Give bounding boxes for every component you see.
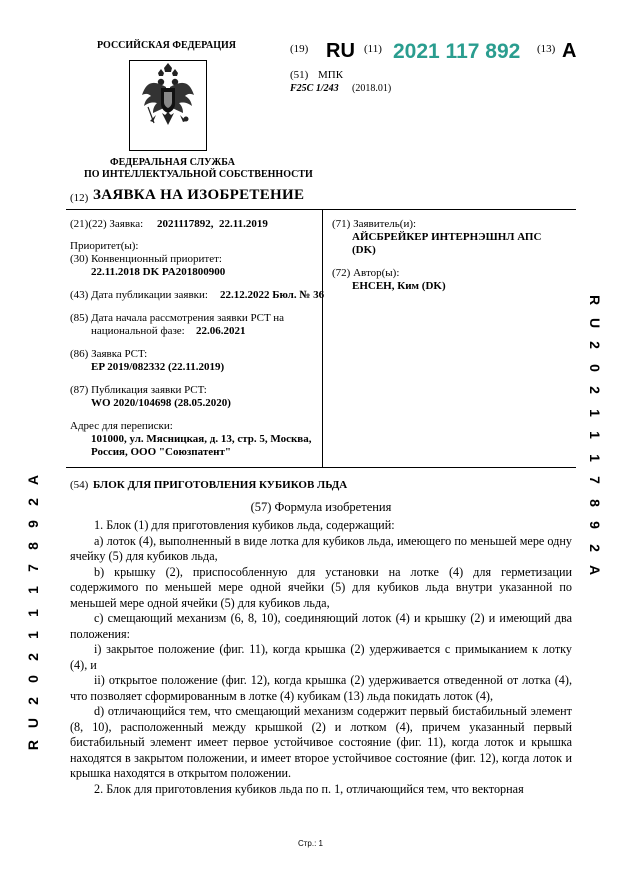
applicant-name: АЙСБРЕЙКЕР ИНТЕРНЭШНЛ АПС <box>352 231 542 243</box>
side-right-char: 7 <box>587 476 603 484</box>
side-right-char: 9 <box>587 521 603 529</box>
side-left-char: 2 <box>25 696 41 705</box>
correspondence-address-line-2: Россия, ООО "Союзпатент" <box>91 446 231 458</box>
ipc-version: (2018.01) <box>352 83 392 94</box>
page-number: Стр.: 1 <box>297 839 323 848</box>
pct-national-phase-value: 22.06.2021 <box>196 325 246 337</box>
kind-code: A <box>562 40 577 62</box>
side-left-char: 0 <box>25 674 41 683</box>
side-right-char: 0 <box>587 363 603 372</box>
agency-line-2: ПО ИНТЕЛЛЕКТУАЛЬНОЙ СОБСТВЕННОСТИ <box>84 169 313 180</box>
inid-13: (13) <box>537 43 556 55</box>
side-left-char: 7 <box>25 564 41 573</box>
side-right-char: A <box>587 564 603 576</box>
inid-11: (11) <box>364 43 382 55</box>
side-right-char: 1 <box>587 431 603 439</box>
applicant-label: (71) Заявитель(и): <box>332 218 417 230</box>
claims-body <box>70 518 572 797</box>
claim-paragraph: ii) открытое положение (фиг. 12), когда крышка (2) удерживается отведенной от лотка (4), что позволяет сформированным в лотке (4) кубикам (13) льда покидать лоток (4), <box>70 673 572 703</box>
publication-date-value: 22.12.2022 Бюл. № 36 <box>220 289 325 301</box>
ipc-class: F25C 1/243 <box>290 83 339 94</box>
side-right-char: 2 <box>587 341 603 349</box>
convention-priority-label: (30) Конвенционный приоритет: <box>70 253 222 265</box>
country-code: RU <box>326 40 355 62</box>
side-left-char: 1 <box>25 586 41 595</box>
pct-national-phase-label-2: национальной фазе: <box>91 325 185 337</box>
correspondence-address-line-1: 101000, ул. Мясницкая, д. 13, стр. 5, Москва, <box>91 433 312 445</box>
side-right-char: 2 <box>587 543 603 552</box>
correspondence-address-label: Адрес для переписки: <box>70 420 173 432</box>
bottom-divider <box>66 467 576 468</box>
inid-19: (19) <box>290 43 309 55</box>
priority-label: Приоритет(ы): <box>70 240 139 252</box>
mpk-label: МПК <box>318 69 344 81</box>
invention-title: БЛОК ДЛЯ ПРИГОТОВЛЕНИЯ КУБИКОВ ЛЬДА <box>93 479 348 491</box>
side-left-char: U <box>25 717 41 728</box>
country-name: РОССИЙСКАЯ ФЕДЕРАЦИЯ <box>97 40 237 51</box>
inid-51: (51) <box>290 69 309 81</box>
pct-publication-label: (87) Публикация заявки PCT: <box>70 384 207 396</box>
side-left-char: 1 <box>25 608 41 617</box>
side-right-char: U <box>587 317 603 328</box>
side-left-char: 8 <box>25 542 41 551</box>
agency-line-1: ФЕДЕРАЛЬНАЯ СЛУЖБА <box>110 157 235 168</box>
application-type-title: ЗАЯВКА НА ИЗОБРЕТЕНИЕ <box>93 187 305 203</box>
claims-heading: (57) Формула изобретения <box>250 500 392 514</box>
side-left-char: R <box>25 739 41 751</box>
side-left-char: 2 <box>25 498 41 506</box>
claim-paragraph: 2. Блок для приготовления кубиков льда по п. 1, отличающийся тем, что векторная <box>94 781 524 796</box>
inid-12: (12) <box>70 192 89 204</box>
document-number: 2021 117 892 <box>393 40 521 63</box>
applicant-country: (DK) <box>352 244 376 256</box>
pct-application-value: EP 2019/082332 (22.11.2019) <box>91 361 225 373</box>
claim-paragraph: d) отличающийся тем, что смещающий механизм содержит первый бистабильный элемент (8, 10), расположенный между крышкой (2) и лотком (4), причем указанный первый бистабильный элемент имеет первое устойчивое состояние (фиг. 11), когда лоток и крышка находятся в закрытом положении, и имеет второе устойчивое состояние (фиг. 12), когда лоток и крышка находятся в открытом положении. <box>70 704 572 780</box>
side-right-char: 2 <box>587 386 603 394</box>
state-emblem <box>129 60 207 151</box>
pct-national-phase-label: (85) Дата начала рассмотрения заявки PCT на <box>70 312 285 324</box>
side-right-char: 1 <box>587 453 603 462</box>
side-right-char: R <box>587 294 603 306</box>
side-right-char: 8 <box>587 498 603 507</box>
side-left-char: 2 <box>25 652 41 661</box>
application-value: 2021117892, 22.11.2019 <box>157 218 268 230</box>
author-name: ЕНСЕН, Ким (DK) <box>352 280 446 292</box>
pct-application-label: (86) Заявка PCT: <box>70 348 148 360</box>
column-divider <box>322 209 323 467</box>
pct-publication-value: WO 2020/104698 (28.05.2020) <box>91 397 231 409</box>
top-divider <box>66 209 576 210</box>
convention-priority-value: 22.11.2018 DK PA201800900 <box>91 266 226 278</box>
side-left-char: A <box>25 474 41 486</box>
application-label: (21)(22) Заявка: <box>70 218 144 230</box>
claim-paragraph: 1. Блок (1) для приготовления кубиков льда, содержащий: <box>94 518 395 532</box>
publication-date-label: (43) Дата публикации заявки: <box>70 289 208 301</box>
claim-paragraph: i) закрытое положение (фиг. 11), когда крышка (2) удерживается с примыканием к лотку (4), и <box>70 642 572 672</box>
claim-paragraph: b) крышку (2), приспособленную для установки на лотке (4) для герметизации содержимого по меньшей мере одной ячейки (5) для кубиков льда внутри указанной по меньшей мере одной ячейки (5) для кубиков льда, <box>70 564 572 610</box>
author-label: (72) Автор(ы): <box>332 267 400 279</box>
emblem-eagle-icon <box>130 61 206 150</box>
side-left-char: 1 <box>25 630 41 639</box>
claim-paragraph: c) смещающий механизм (6, 8, 10), соединяющий лоток (4) и крышку (2) и имеющий два положения: <box>70 611 572 641</box>
claim-paragraph: a) лоток (4), выполненный в виде лотка для кубиков льда, имеющего по меньшей мере одну ячейку (5) для кубиков льда, <box>70 533 572 563</box>
side-left-char: 9 <box>25 520 41 529</box>
side-right-char: 1 <box>587 408 603 417</box>
inid-54: (54) <box>70 479 89 491</box>
